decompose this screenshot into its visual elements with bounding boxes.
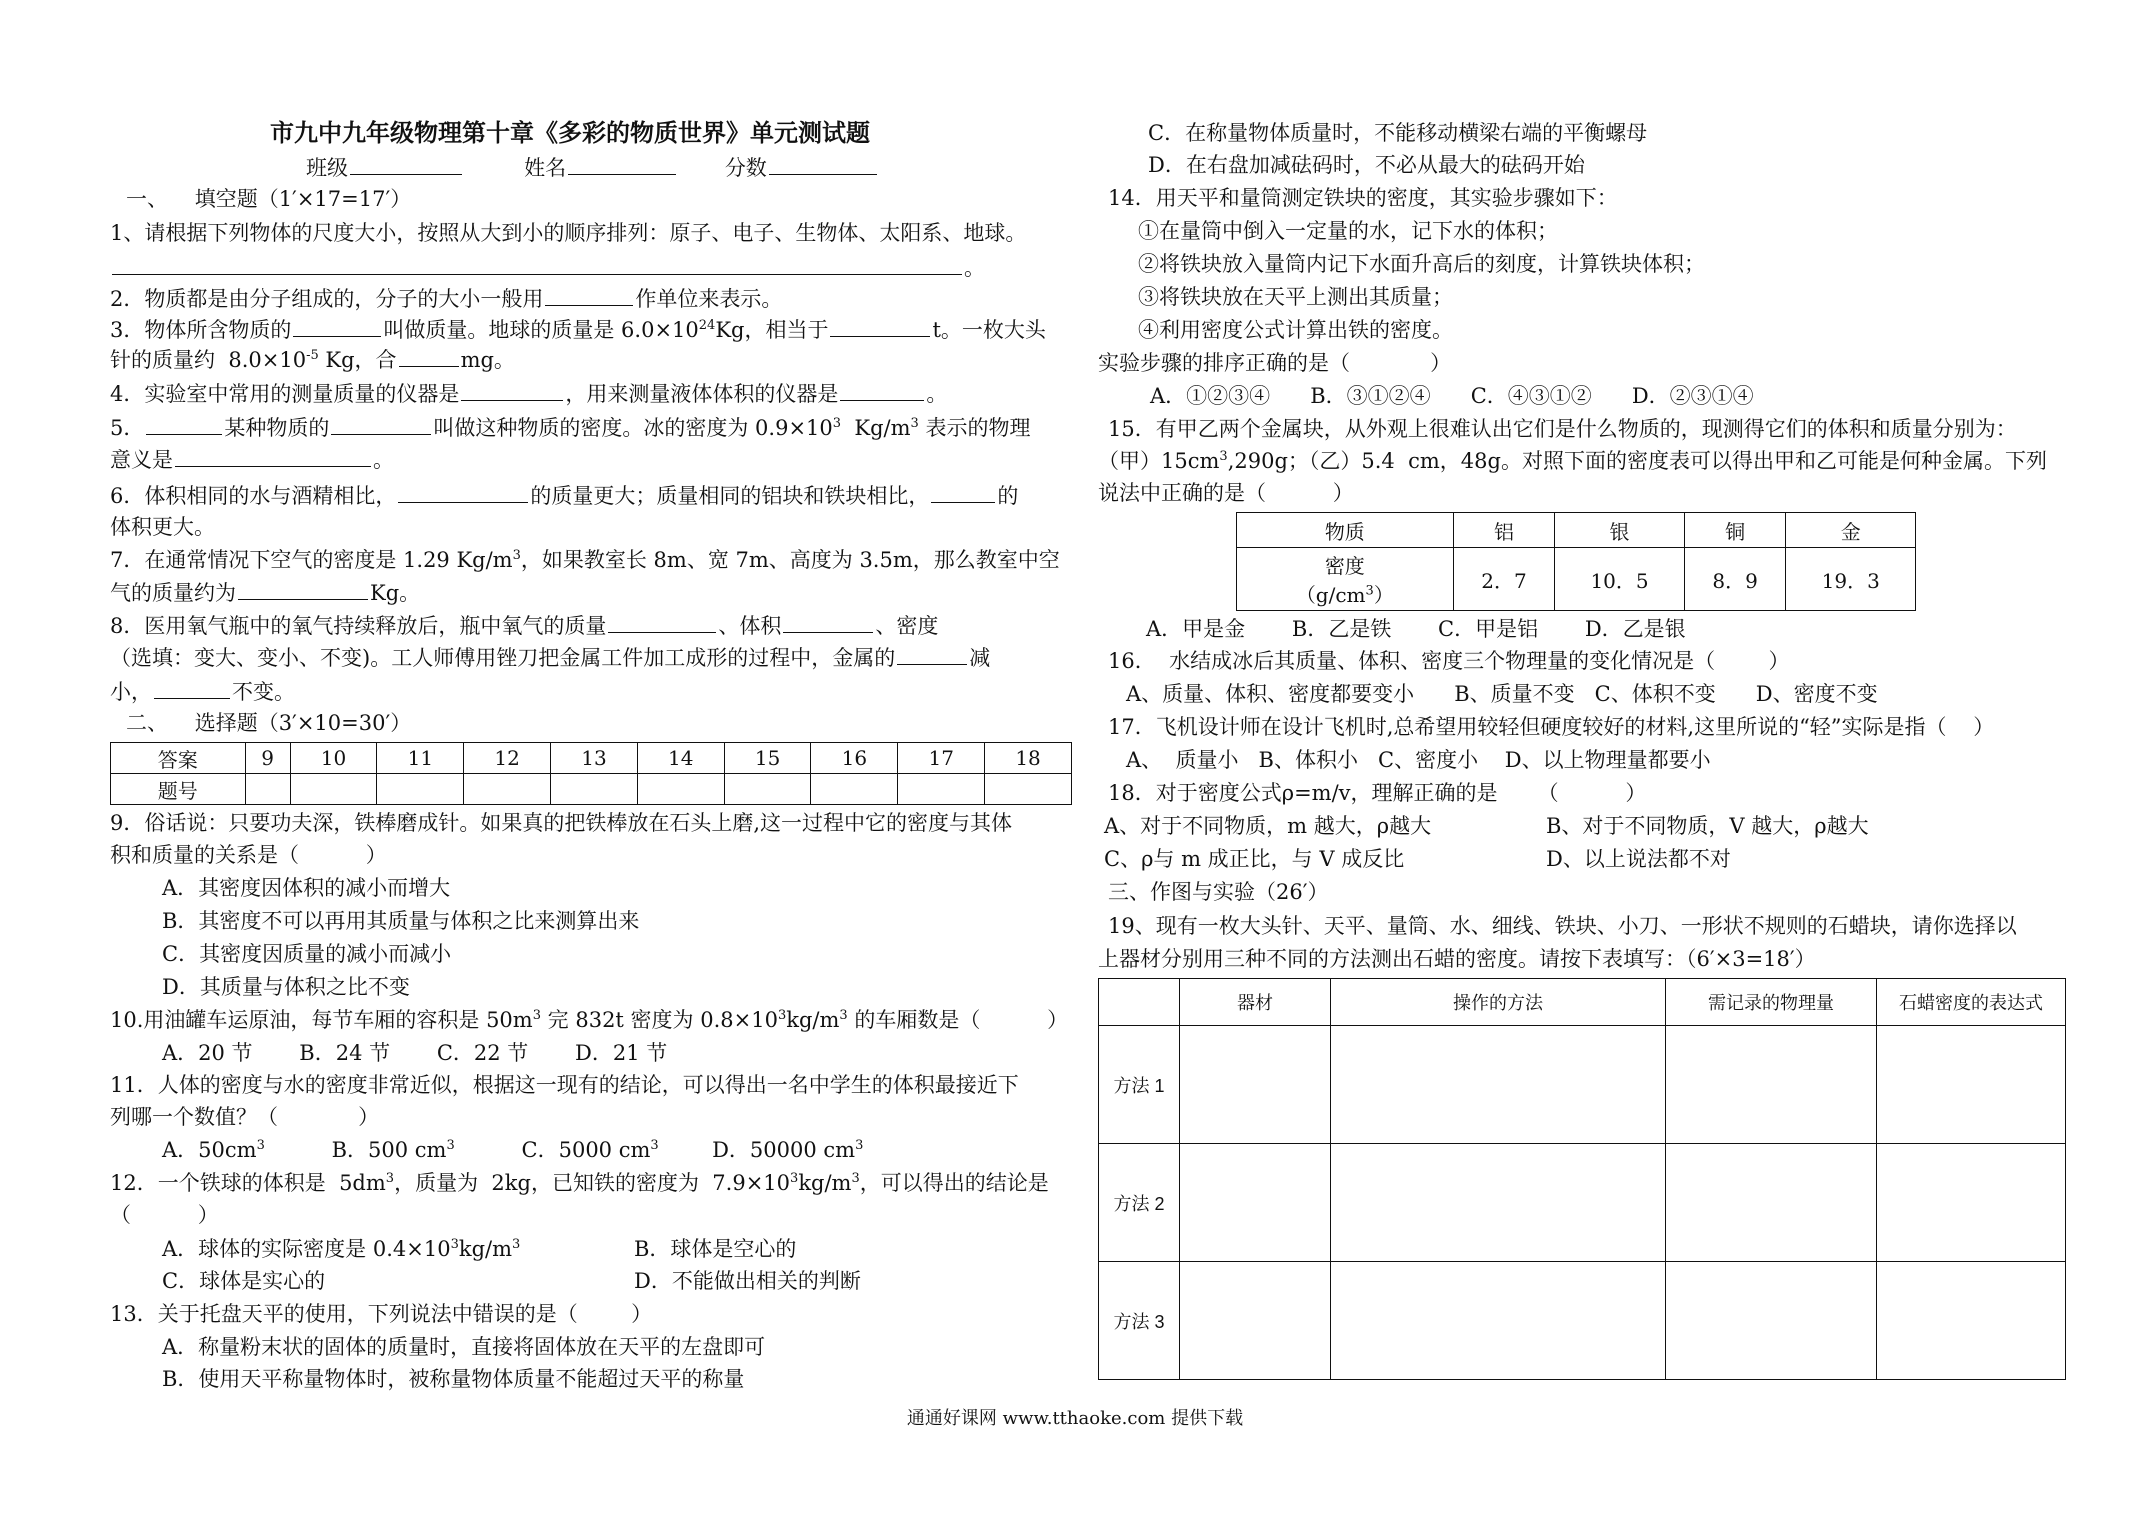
q4-blank2[interactable]	[840, 378, 924, 401]
q5-blank3[interactable]	[175, 444, 371, 467]
q1-text: 1、请根据下列物体的尺度大小，按照从大到小的顺序排列：原子、电子、生物体、太阳系、地球。	[110, 221, 1027, 245]
answer-col-12: 12	[464, 743, 551, 774]
q5-exp: 3	[832, 416, 842, 431]
name-label: 姓名	[524, 156, 567, 180]
section2-title: 二、 选择题（3′×10=30′）	[126, 711, 412, 735]
q5-line1	[110, 412, 1031, 443]
density-header-silver: 银	[1555, 513, 1685, 548]
q11-option-d: D．50000 cm	[712, 1138, 856, 1162]
q5-text-f: 意义是	[110, 448, 173, 472]
answer-col-17: 17	[898, 743, 985, 774]
density-value-silver: 10．5	[1555, 548, 1685, 611]
q3-text-e: 针的质量约 8.0×10	[110, 348, 307, 372]
q2	[110, 283, 782, 314]
density-value-gold: 19．3	[1786, 548, 1916, 611]
q12-option-a	[162, 1234, 520, 1264]
answer-cell[interactable]	[811, 774, 898, 805]
answer-col-13: 13	[551, 743, 638, 774]
q12-option-b: B．球体是空心的	[634, 1237, 797, 1261]
q11-exp-b: 3	[446, 1138, 455, 1153]
answer-row	[111, 743, 1072, 774]
q12-text-c: kg/m	[798, 1171, 852, 1195]
density-label-unit: （g/cm	[1295, 583, 1366, 607]
density-header-gold: 金	[1786, 513, 1916, 548]
q4-text-a: 4．实验室中常用的测量质量的仪器是	[110, 382, 460, 406]
q7-text-d: Kg。	[370, 581, 421, 605]
q13-option-c: C．在称量物体质量时，不能移动横梁右端的平衡螺母	[1148, 121, 1648, 145]
q8-line3	[110, 676, 295, 707]
density-label-exp: 3	[1365, 583, 1374, 599]
q6-blank1[interactable]	[398, 480, 528, 503]
q7-text-c: 气的质量约为	[110, 581, 236, 605]
q16: 16． 水结成冰后其质量、体积、密度三个物理量的变化情况是（ ）	[1108, 649, 1790, 673]
q3-exp2: -5	[306, 348, 319, 363]
answer-cell[interactable]	[377, 774, 464, 805]
q6-text-a: 6．体积相同的水与酒精相比，	[110, 484, 397, 508]
q15-line3: 说法中正确的是（ ）	[1098, 481, 1354, 505]
method-row-label: 方法 1	[1099, 1026, 1180, 1144]
q12-line2: （ ）	[110, 1203, 219, 1227]
q12-line1	[110, 1168, 1049, 1198]
answer-cell[interactable]	[290, 774, 377, 805]
question-row-label: 题号	[111, 774, 246, 805]
page-title: 市九中九年级物理第十章《多彩的物质世界》单元测试题	[270, 118, 870, 147]
q5-line2	[110, 444, 394, 475]
density-table	[1236, 512, 1916, 611]
method-header-equipment: 器材	[1180, 979, 1331, 1026]
q17-options: A、 质量小 B、体积小 C、密度小 D、以上物理量都要小	[1126, 748, 1711, 772]
q8-text-a: 8．医用氧气瓶中的氧气持续释放后，瓶中氧气的质量	[110, 614, 607, 638]
method-cell[interactable]	[1180, 1026, 1331, 1144]
q8-text-d: （选填：变大、变小、不变)。工人师傅用锉刀把金属工件加工成形的过程中，金属的	[110, 646, 896, 670]
q14-options: A．①②③④ B．③①②④ C．④③①② D．②③①④	[1150, 384, 1754, 408]
q3-blank2[interactable]	[830, 314, 930, 337]
answer-col-10: 10	[290, 743, 377, 774]
q9-line2: 积和质量的关系是（ ）	[110, 843, 387, 867]
q7-text-b: ，如果教室长 8m、宽 7m、高度为 3.5m，那么教室中空	[520, 548, 1060, 572]
section3-title: 三、作图与实验（26′）	[1108, 880, 1329, 904]
q11-exp-c: 3	[650, 1138, 659, 1153]
q8-text-e: 减	[969, 646, 991, 670]
q11-exp-a: 3	[256, 1138, 265, 1153]
answer-col-16: 16	[811, 743, 898, 774]
method-cell[interactable]	[1877, 1026, 2066, 1144]
q5-text-a: 5．	[110, 416, 145, 440]
method-row-1	[1099, 1026, 2066, 1144]
q15-text-b: （甲）15cm	[1098, 449, 1220, 473]
q11-line2: 列哪一个数值？（ ）	[110, 1105, 380, 1129]
q9-option-c: C．其密度因质量的减小而减小	[162, 942, 452, 966]
q7-blank[interactable]	[238, 577, 368, 600]
q8-blank4[interactable]	[154, 676, 230, 699]
density-value-aluminum: 2．7	[1453, 548, 1555, 611]
class-label: 班级	[306, 156, 348, 180]
q11-option-c: C．5000 cm	[521, 1138, 651, 1162]
density-row-label	[1237, 548, 1454, 611]
method-table-header	[1099, 979, 2066, 1026]
answer-table	[110, 742, 1072, 805]
method-cell[interactable]	[1666, 1026, 1877, 1144]
q8-text-g: 不变。	[232, 680, 295, 704]
q10-options: A．20 节 B．24 节 C．22 节 D．21 节	[162, 1041, 668, 1065]
answer-col-15: 15	[724, 743, 811, 774]
q13-option-b: B．使用天平称量物体时，被称量物体质量不能超过天平的称量	[162, 1367, 745, 1391]
q10	[110, 1005, 1068, 1035]
q15-text-c: ,290g；（乙）5.4 cm，48g。对照下面的密度表可以得出甲和乙可能是何种金属。下列	[1227, 449, 2047, 473]
method-header-quantities: 需记录的物理量	[1666, 979, 1877, 1026]
q9-line1: 9．俗话说：只要功夫深，铁棒磨成针。如果真的把铁棒放在石头上磨,这一过程中它的密度与其体	[110, 811, 1013, 835]
q14: 14．用天平和量筒测定铁块的密度，其实验步骤如下：	[1108, 186, 1618, 210]
q3-text-b: 叫做质量。地球的质量是 6.0×10	[383, 318, 699, 342]
method-cell[interactable]	[1180, 1144, 1331, 1262]
q7-line2	[110, 577, 420, 608]
answer-cell[interactable]	[898, 774, 985, 805]
method-table	[1098, 978, 2066, 1380]
q10-exp2: 3	[777, 1008, 787, 1023]
method-cell[interactable]	[1666, 1144, 1877, 1262]
density-header-copper: 铜	[1684, 513, 1786, 548]
q13-option-a: A．称量粉末状的固体的质量时，直接将固体放在天平的左盘即可	[162, 1335, 766, 1359]
q1-answer-line: 。	[110, 252, 985, 283]
q5-exp2: 3	[910, 416, 919, 431]
density-table-header	[1237, 513, 1916, 548]
q2-text-b: 作单位来表示。	[635, 287, 783, 311]
q8-text-f: 小，	[110, 680, 152, 704]
q12-option-a-text: A．球体的实际密度是 0.4×10	[162, 1237, 451, 1261]
q19-line1: 19、现有一枚大头针、天平、量筒、水、细线、铁块、小刀、一形状不规则的石蜡块，请你选择以	[1108, 914, 2017, 938]
answer-cell[interactable]	[724, 774, 811, 805]
q17: 17．飞机设计师在设计飞机时,总希望用较轻但硬度较好的材料,这里所说的“轻”实际是指（ ）	[1108, 715, 1995, 739]
answer-cell[interactable]	[245, 774, 290, 805]
q7-exp: 3	[512, 548, 521, 563]
method-cell[interactable]	[1877, 1144, 2066, 1262]
q16-options: A、质量、体积、密度都要变小 B、质量不变 C、体积不变 D、密度不变	[1126, 682, 1878, 706]
q6-blank2[interactable]	[931, 480, 995, 503]
q5-text-g: 。	[373, 448, 394, 472]
q3-text-g: mg。	[460, 348, 515, 372]
question-number-row	[111, 774, 1072, 805]
method-cell[interactable]	[1666, 1262, 1877, 1380]
q12-text-a: 12．一个铁球的体积是 5dm	[110, 1171, 386, 1195]
q12-option-a-exp2: 3	[512, 1237, 521, 1252]
q8-blank1[interactable]	[608, 610, 716, 633]
method-cell[interactable]	[1331, 1144, 1666, 1262]
answer-cell[interactable]	[551, 774, 638, 805]
q18-option-a: A、对于不同物质，m 越大，ρ越大	[1104, 814, 1432, 838]
q5-blank2[interactable]	[331, 412, 431, 435]
q3-blank1[interactable]	[293, 314, 381, 337]
method-cell[interactable]	[1180, 1262, 1331, 1380]
q5-text-b: 某种物质的	[224, 416, 330, 440]
density-value-copper: 8．9	[1684, 548, 1786, 611]
q7-line1	[110, 545, 1060, 575]
q3-line2	[110, 344, 515, 375]
q5-text-e: 表示的物理	[918, 416, 1031, 440]
q11-line1: 11．人体的密度与水的密度非常近似，根据这一现有的结论，可以得出一名中学生的体积最接近下	[110, 1073, 1019, 1097]
q4-text-b: ，用来测量液体体积的仪器是	[565, 382, 839, 406]
density-table-row	[1237, 548, 1916, 611]
q12-exp: 3	[385, 1171, 395, 1186]
q12-option-c: C．球体是实心的	[162, 1269, 326, 1293]
name-blank[interactable]	[568, 152, 676, 175]
q19-line2: 上器材分别用三种不同的方法测出石蜡的密度。请按下表填写：（6′×3=18′）	[1098, 947, 1816, 971]
q3-line1	[110, 314, 1046, 345]
q11-option-a: A．50cm	[162, 1138, 257, 1162]
q7-text-a: 7．在通常情况下空气的密度是 1.29 Kg/m	[110, 548, 513, 572]
q11-option-b: B．500 cm	[331, 1138, 447, 1162]
q14-step2: ②将铁块放入量筒内记下水面升高后的刻度，计算铁块体积；	[1138, 252, 1705, 276]
q14-step3: ③将铁块放在天平上测出其质量；	[1138, 285, 1453, 309]
footer-credit: 通通好课网 www.tthaoke.com 提供下载	[906, 1408, 1244, 1429]
q14-step4: ④利用密度公式计算出铁的密度。	[1138, 318, 1453, 342]
q8-blank3[interactable]	[897, 642, 967, 665]
q12-exp2: 3	[790, 1171, 799, 1186]
q12-text-d: ，可以得出的结论是	[859, 1171, 1049, 1195]
method-header-operation: 操作的方法	[1331, 979, 1666, 1026]
q3-text-c: Kg，相当于	[715, 318, 829, 342]
density-label-close: ）	[1373, 583, 1394, 607]
answer-row-label: 答案	[111, 743, 246, 774]
method-row-3	[1099, 1262, 2066, 1380]
q3-exp: 24	[698, 318, 716, 333]
q3-blank3[interactable]	[399, 344, 459, 367]
method-row-label: 方法 2	[1099, 1144, 1180, 1262]
q4-text-c: 。	[926, 382, 948, 406]
q4	[110, 378, 947, 409]
q13-option-d: D．在右盘加减砝码时，不必从最大的砝码开始	[1148, 153, 1585, 177]
q12-option-d: D．不能做出相关的判断	[634, 1269, 861, 1293]
answer-cell[interactable]	[464, 774, 551, 805]
q10-text-b: 完 832t 密度为 0.8×10	[541, 1008, 778, 1032]
q2-blank[interactable]	[545, 283, 633, 306]
answer-col-18: 18	[985, 743, 1072, 774]
q10-text-c: kg/m	[786, 1008, 840, 1032]
section1-title: 一、 填空题（1′×17=17′）	[126, 187, 412, 211]
q12-option-a-exp: 3	[450, 1237, 459, 1252]
q12-text-b: ，质量为 2kg，已知铁的密度为 7.9×10	[394, 1171, 791, 1195]
density-header-aluminum: 铝	[1453, 513, 1555, 548]
q10-text-d: 的车厢数是（ ）	[847, 1008, 1069, 1032]
q15-options: A．甲是金 B．乙是铁 C．甲是铝 D．乙是银	[1146, 617, 1686, 641]
q5-text-c: 叫做这种物质的密度。冰的密度为 0.9×10	[433, 416, 833, 440]
q15-line1: 15．有甲乙两个金属块，从外观上很难认出它们是什么物质的，现测得它们的体积和质量分别为：	[1108, 417, 2017, 441]
q3-text-f: Kg，合	[318, 348, 397, 372]
method-row-label: 方法 3	[1099, 1262, 1180, 1380]
q8-blank2[interactable]	[783, 610, 873, 633]
q12-exp3: 3	[851, 1171, 860, 1186]
q6-line2: 体积更大。	[110, 515, 215, 539]
score-label: 分数	[724, 156, 767, 180]
q3-text-d: t。一枚大头	[932, 318, 1046, 342]
q14-step1: ①在量筒中倒入一定量的水，记下水的体积；	[1138, 219, 1558, 243]
q2-text-a: 2．物质都是由分子组成的，分子的大小一般用	[110, 287, 544, 311]
q8-text-b: 、体积	[718, 614, 782, 638]
q6-text-c: 的	[997, 484, 1019, 508]
q9-option-d: D．其质量与体积之比不变	[162, 975, 410, 999]
method-header-empty	[1099, 979, 1180, 1026]
score-blank[interactable]	[769, 152, 877, 175]
answer-col-11: 11	[377, 743, 464, 774]
method-cell[interactable]	[1877, 1262, 2066, 1380]
method-row-2	[1099, 1144, 2066, 1262]
q9-option-b: B．其密度不可以再用其质量与体积之比来测算出来	[162, 909, 640, 933]
q4-blank1[interactable]	[461, 378, 563, 401]
answer-cell[interactable]	[637, 774, 724, 805]
answer-col-9: 9	[245, 743, 290, 774]
q8-line1	[110, 610, 938, 641]
q13: 13．关于托盘天平的使用，下列说法中错误的是（ ）	[110, 1302, 653, 1326]
q11-exp-d: 3	[855, 1138, 864, 1153]
answer-cell[interactable]	[985, 774, 1072, 805]
q18-option-d: D、以上说法都不对	[1546, 847, 1731, 871]
q6-text-b: 的质量更大；质量相同的铝块和铁块相比，	[530, 484, 930, 508]
q10-exp3: 3	[839, 1008, 848, 1023]
q18-option-c: C、ρ与 m 成正比，与 V 成反比	[1104, 847, 1405, 871]
q14-question: 实验步骤的排序正确的是（ ）	[1098, 351, 1452, 375]
q9-option-a: A．其密度因体积的减小而增大	[162, 876, 451, 900]
q12-option-a-unit: kg/m	[458, 1237, 512, 1261]
q8-text-c: 、密度	[875, 614, 939, 638]
q8-line2	[110, 642, 990, 673]
q1-blank[interactable]	[112, 252, 962, 275]
q5-blank1[interactable]	[146, 412, 222, 435]
method-header-expression: 石蜡密度的表达式	[1877, 979, 2066, 1026]
q3-text-a: 3．物体所含物质的	[110, 318, 292, 342]
q18: 18．对于密度公式ρ=m/v，理解正确的是 （ ）	[1108, 781, 1647, 805]
q6-line1	[110, 480, 1018, 511]
class-blank[interactable]	[350, 152, 462, 175]
student-info-line	[306, 152, 879, 183]
density-header-substance: 物质	[1237, 513, 1454, 548]
q15-exp: 3	[1219, 449, 1228, 464]
q10-exp: 3	[532, 1008, 541, 1023]
method-cell[interactable]	[1331, 1026, 1666, 1144]
q11-options	[162, 1135, 863, 1165]
q5-text-d: Kg/m	[841, 416, 911, 440]
density-label-line1: 密度	[1324, 554, 1365, 578]
method-cell[interactable]	[1331, 1262, 1666, 1380]
q10-text-a: 10.用油罐车运原油，每节车厢的容积是 50m	[110, 1008, 533, 1032]
q15-line2	[1098, 446, 2047, 476]
q18-option-b: B、对于不同物质，V 越大，ρ越大	[1546, 814, 1869, 838]
answer-col-14: 14	[637, 743, 724, 774]
